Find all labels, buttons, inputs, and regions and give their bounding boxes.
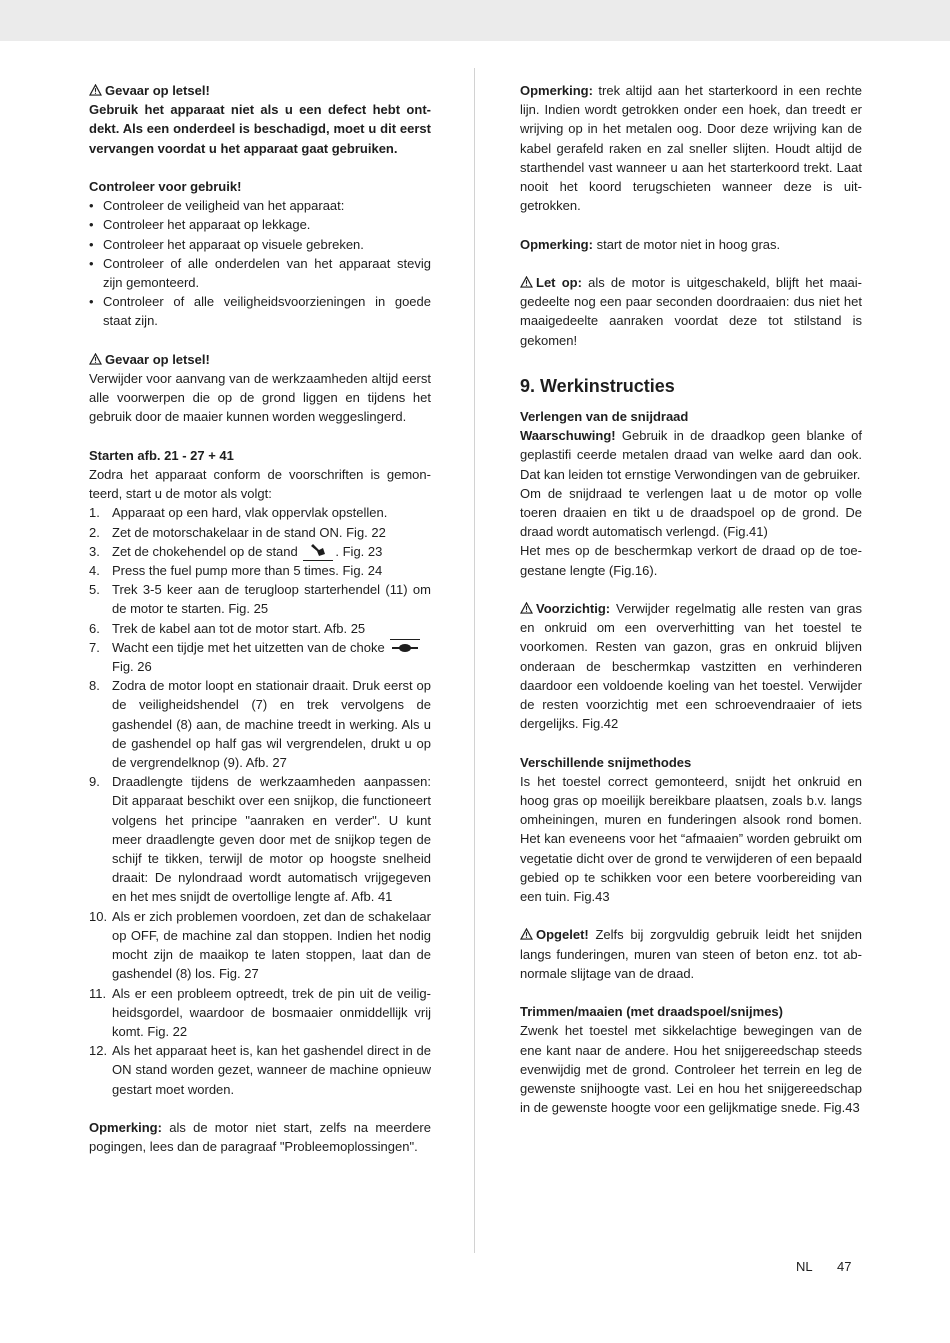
note-high-grass: Opmerking: start de motor niet in hoog gras. bbox=[520, 236, 781, 252]
line-paragraph-2: Om de snijdraad te verlengen laat u de motor op volle toeren draaien en tikt u de draadspoel op de grond. De draad wordt automatisch verlengd. (Fig.41) bbox=[520, 485, 862, 540]
caution-voorzichtig: Voorzichtig: Verwijder regelmatig alle resten van gras en onkruid om een oververhitting van het toestel te voorkomen. Resten van gazon, gras en onkruid blijven onderaan de beschermkap vastzitten en verhinderen daardoor een voldoende koeling van het toestel. Verwijder de resten voorzichtig met een schroevendraaier of iets dergelijks. Fig.42 bbox=[520, 601, 862, 732]
step-item: 10. Als er zich problemen voordoen, zet dan de schakelaar op OFF, de machine zal dan stoppen. Indien het nodig mocht zijn de maaikop te laten stoppen, laat dan de gashendel (8) los. Fig. 27 bbox=[89, 908, 431, 982]
column-divider bbox=[474, 68, 475, 1253]
warning-heading-2: Gevaar op letsel! bbox=[89, 350, 431, 369]
start-heading: Starten afb. 21 - 27 + 41 bbox=[89, 447, 234, 463]
warning-triangle-icon bbox=[89, 84, 102, 96]
step-item: 6. Trek de kabel aan tot de motor start. Afb. 25 bbox=[89, 620, 366, 636]
right-column bbox=[520, 81, 862, 1117]
step-item: 11. Als er een probleem optreedt, trek de pin uit de veiligheidsgordel, waardoor de bosmaaier onmiddellijk vrij komt. Fig. 22 bbox=[89, 985, 431, 1039]
caution-opgelet: Opgelet! Zelfs bij zorgvuldig gebruik leidt het snijden langs funderingen, muren van steen of beton enz. tot abnormale slijtage van de draad. bbox=[520, 927, 862, 981]
check-heading: Controleer voor gebruik! bbox=[89, 179, 242, 194]
step-item: 5. Trek 3-5 keer aan de terugloop starterhendel (11) om de motor te starten. Fig. 25 bbox=[89, 582, 431, 617]
page-number: 47 bbox=[837, 1259, 852, 1274]
line-heading: Verlengen van de snijdraad bbox=[520, 409, 689, 424]
line-paragraph-3: Het mes op de beschermkap verkort de draad op de toegestane lengte (Fig.16). bbox=[520, 543, 862, 578]
line-warning: Waarschuwing! Gebruik in de draadkop geen blanke of geplastifi ceerde metalen draad van welke aard dan ook. Dat kan leiden tot ernstige Verwondingen van de gebruiker. bbox=[520, 428, 862, 482]
page-top-band bbox=[0, 0, 950, 41]
start-intro: Zodra het apparaat conform de voorschriften is gemonteerd, start u de motor als volgt: bbox=[89, 467, 431, 502]
step-item: 8. Zodra de motor loopt en stationair draait. Druk eerst op de veiligheidshendel (7) en trek vervolgens de gashendel (8) aan, de machine treedt in werking. Als u de gashendel op half gas wil vergrendelen, drukt u op de vergrendelknop (9). Afb. 27 bbox=[89, 678, 431, 771]
start-note: Opmerking: als de motor niet start, zelfs na meerdere pogingen, lees dan de paragraaf "Probleemoplossingen". bbox=[89, 1119, 431, 1155]
step-item: 12. Als het apparaat heet is, kan het gashendel direct in de ON stand worden gezet, wanneer de machine opnieuw gestart moet worden. bbox=[89, 1043, 431, 1097]
warning-body-1: Gebruik het apparaat niet als u een defect hebt ontdekt. Als een onderdeel is beschadigd, moet u dit eerst vervangen voordat u het apparaat gaat gebruiken. bbox=[89, 102, 431, 156]
list-item: • Controleer of alle veiligheidsvoorzieningen in goede staat zijn. bbox=[89, 294, 431, 329]
step-item: 7. Wacht een tijdje met het uitzetten van de choke Fig. 26 bbox=[89, 638, 431, 676]
left-column bbox=[89, 81, 431, 1156]
trim-heading: Trimmen/maaien (met draadspoel/snijmes) bbox=[520, 1004, 783, 1020]
check-list bbox=[89, 196, 431, 330]
footer-language: NL bbox=[796, 1259, 813, 1274]
warning-triangle-icon bbox=[89, 353, 102, 365]
list-item: • Controleer het apparaat op lekkage. bbox=[89, 217, 311, 233]
list-item: • Controleer het apparaat op visuele gebreken. bbox=[89, 236, 364, 252]
choke-closed-icon bbox=[303, 542, 333, 561]
step-item: 9. Draadlengte tijdens de werkzaamheden aanpassen: Dit apparaat beschikt over een snijkop, die functioneert volgens het principe "aanraken en verder". U kunt meer draadlengte geven door met de snijkop tegen de schijf te tikken, terwijl de motor op hoogste snelheid draait: De nylondraad wordt automatisch vrijgegeven en het mes snijdt de overtollige lengte af. Afb. 41 bbox=[89, 774, 431, 905]
step-item: 4. Press the fuel pump more than 5 times. Fig. 24 bbox=[89, 563, 383, 579]
step-item: 2. Zet de motorschakelaar in de stand ON. Fig. 22 bbox=[89, 524, 386, 540]
step-item: 1. Apparaat op een hard, vlak oppervlak opstellen. bbox=[89, 505, 388, 521]
section-title: 9. Werkinstructies bbox=[520, 376, 675, 396]
list-item: • Controleer of alle onderdelen van het apparaat stevig zijn gemonteerd. bbox=[89, 255, 431, 291]
warning-triangle-icon bbox=[520, 602, 533, 614]
start-steps bbox=[89, 503, 431, 1098]
note-starter-cord: Opmerking: trek altijd aan het starterkoord in een rechte lijn. Indien wordt getrokken onder een hoek, dan treedt er wrijving op in het metalen oog. Door deze wrijving kan de kabel gerafeld raken en zal sneller slijten. Houdt altijd de starthendel vast wanneer u aan het starterkoord trekt. Laat nooit het koord terugschieten wanneer deze is uitgetrokken. bbox=[520, 83, 862, 214]
step-item: 3. Zet de chokehendel op de stand . Fig. 23 bbox=[89, 543, 383, 559]
warning-heading-1: Gevaar op letsel! bbox=[89, 81, 431, 100]
warning-triangle-icon bbox=[520, 928, 533, 940]
caution-let-op: Let op: als de motor is uitgeschakeld, blijft het maaigedeelte nog een paar seconden doordraaien: dus niet het maaigedeelte aanraken voordat deze tot stilstand is gekomen! bbox=[520, 275, 862, 348]
choke-open-icon bbox=[390, 639, 420, 656]
trim-body: Zwenk het toestel met sikkelachtige bewegingen van de ene kant naar de andere. Hou het snijgereedschap steeds evenwijdig met de grond. Controleer het terrein en leg de gewenste snijhoogte vast. Lei en hou het snijgereedschap in de gewenste hoogte voor een gelijkmatige snede. Fig.43 bbox=[520, 1023, 862, 1116]
list-item: • Controleer de veiligheid van het apparaat: bbox=[89, 198, 345, 214]
methods-heading: Verschillende snijmethodes bbox=[520, 754, 692, 770]
warning-body-2: Verwijder voor aanvang van de werkzaamheden altijd eerst alle voorwerpen die op de grond liggen en tijdens het gebruik door de maaier kunnen worden weggeslingerd. bbox=[89, 371, 431, 425]
methods-body: Is het toestel correct gemonteerd, snijdt het onkruid en hoog gras op moeilijk bereikbare plaatsen, zoals b.v. langs omheiningen, muren en funderingen alsook rond bomen. Het kan eveneens voor het “afmaaien” worden gebruikt om vegetatie dicht over de grond te verwijderen of een bepaald gebied op te schikken voor een betere voorbereiding van een tuin. Fig.43 bbox=[520, 773, 862, 905]
warning-triangle-icon bbox=[520, 276, 533, 288]
